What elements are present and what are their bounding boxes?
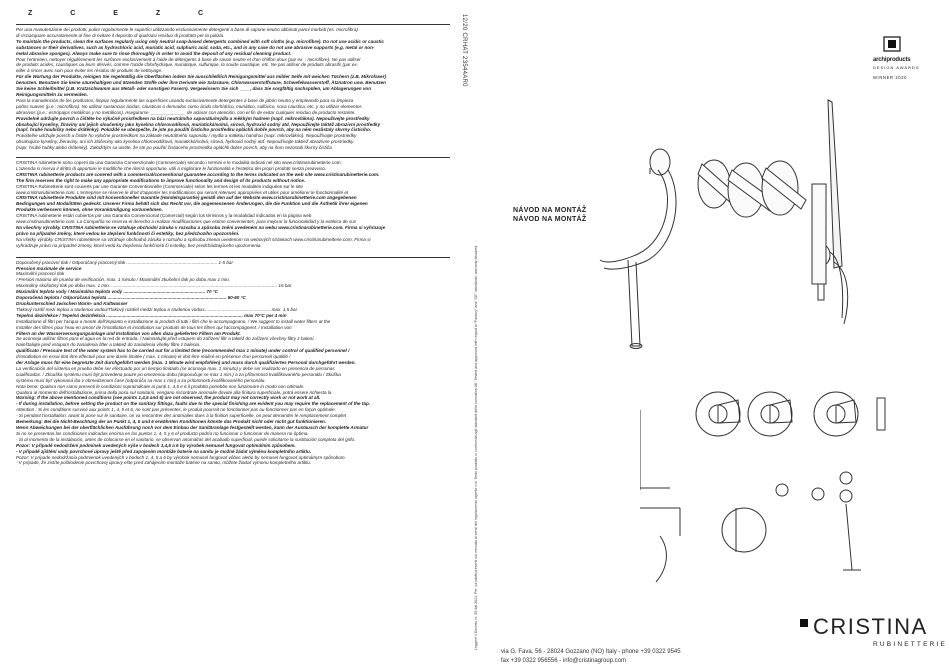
text-line: Se aconseja utilizar filtros para el agua en la red de entrada. / Nainstalujte před vstupem do zařízení filtr a taktéž do zařízení všechny filtry z balení. <box>16 336 315 342</box>
text-line: - Si pendant l'installation, avant la pose sur le sanitaire, on va rencontrer des anomalies dues à la finition superficielle, on peut demander le remplacement complet <box>16 413 347 419</box>
text-line: Pravidelne udržujte povrch a čistite ho výlučne prostriedkom na základe neutrálneho saponátu / mydla a mäkkou handrou (napr. mikrovlákno). Nepoužívajte prostriedky <box>16 133 357 139</box>
document-code: 12/20 CRHAT 23544AR0 <box>461 14 467 87</box>
text-line: / Presión máxima de prueba de verificación, max. 1 minuto / Maximální zkušební tlak po dobu max 1 min. <box>16 277 230 283</box>
text-line: (napr. hrubé hubky alebo drôtenky). Zakaždým sa uistite, že ste po použití čistiaceho prostriedku opláchli dobre povrch, aby na ňom nezostali škvrny čističa. <box>16 145 333 151</box>
text-line: Produkte verbessern können, ohne Vorankündigung vorzunehmen. <box>16 207 163 213</box>
text-line: Druckunterschied zwischen Warm- und Kaltwasser <box>16 300 128 306</box>
text-line: Installazione di filtri per l'acqua a monte dell'impianto e installazione ai prodotti di tutti i filtri che le accompagnano. / We suggest to install water filters at the <box>16 318 331 324</box>
legal-vertical <box>470 140 500 660</box>
text-line: CRISTINA Rubinetterie sont couverts par une Garantie Conventionnelle (Commerciale) selon les termes et les modalités indiquées sur le site <box>16 183 303 189</box>
text-line: obsahujúce kyseliny, žieraviny, ani ich zlúčeniny ako kyselina chlorovodíková, muriatická/solná, sírová, hydroxid sodný atď. Nepoužívajte taktiež abrazívne prostriedky <box>16 139 354 145</box>
company-address <box>501 648 681 666</box>
instructions-title-secondary: NÁVOD NA MONTÁŽ <box>513 216 587 223</box>
brand-logo <box>813 614 947 648</box>
text-line: der Anlage muss für eine begrenzte Zeit durchgeführt werden (max. 1 Minute wird empfohlen) und muss durch qualifiziertes Personal durchgeführt werden. <box>16 360 356 366</box>
address-line: via G. Fava, 56 - 28024 Gozzano (NO) Italy - phone +39 0322 9545 <box>501 649 681 655</box>
award-logo-icon <box>883 36 901 52</box>
text-line: Pour l'entretien, nettoyer régulièrement les surfaces exclusivement à l'aide de détergents à base de savon neutre et d'un chiffon doux (par ex. : microfibre). Ne pas utiliser <box>16 56 361 62</box>
contact-line: fax +39 0322 956556 - info@cristinagroup.com <box>501 658 627 664</box>
text-line: Maximálny skúšobný tlak po dobu max. 1 min. .................................................................................................................................. 16 bar <box>16 283 292 289</box>
award-year: WINNER 2020 <box>873 75 908 80</box>
brand-subtitle: RUBINETTERIE <box>873 641 948 648</box>
legal-text-line: Leggere il Decreto nr. 55 dal 2021. Per i prodotti presenti sul mercato ai sensi del regolamento vigente n.d. Testo prodotto in conformità agli standard della normativa UE. Tested and approved with regard to "Factory" and "CE" standards; warranty declared. <box>474 244 478 650</box>
text-line: Na všetky výrobky CRISTINA rubinetterie sa vzťahuje obchodná záruka v rozsahu a spôsobu znenia uvedenom na webových stránkach www.cristinarubinetterie.com. Firma si <box>16 236 371 242</box>
technical-drawing <box>640 370 890 600</box>
text-line: eiller à rincer avec soin pour éviter les résidus de produits de nettoyage. <box>16 68 163 74</box>
brand-square-icon <box>800 619 808 627</box>
text-line: Bedingungen und Modalitäten gedeckt. Unserer Firma behält sich das Recht vor, die angemessenen Änderungen, die die Funktion und die Ästhetik ihrer eigenen <box>16 201 368 207</box>
divider <box>16 257 450 258</box>
text-line: - If during installation, before setting the product on the sanitary fittings, faults due to the special finishing are evident you may require the replacement of the tap. <box>16 401 371 407</box>
text-line: Maximální pracovní tlak <box>16 271 65 277</box>
text-line: Na všechny výrobky CRISTINA rubinetterie se vztahuje obchodní záruka v rozsahu a způsobu zněni uvedeném na webu www.cristinarubinetterie.com. Firma si vyhrazuje <box>16 225 386 230</box>
text-line: - V případě zjištění vady povrchové úpravy ještě před zapojením montáže baterie na sanitu je možné žádat výměnu kompletního artiklu. <box>16 448 312 454</box>
text-line: substances or their derivatives, such as hydrochloric acid, muriatic acid, sulphuric acid, soda, etc., and in any case do not use abrasive supports (e.g. metal or non- <box>16 44 375 50</box>
text-line: Pozor: V prípade nedodržania podmienok uvedených v bodoch 1, 4, 5 a 6 by výrobok nemusel fungovať vôbec alebo by nemusel fungovať optimálnym spôsobom. <box>16 454 346 460</box>
text-line: Warning: If the above mentioned conditions (see points 1,4,5 and 6) are not observed, the product may not correctly work or not work at all. <box>16 395 321 401</box>
language-header: Z Č E Z Č <box>16 10 450 25</box>
text-line: La verificación del sistema en prueba debe ser efectuado por un tiempo limitado (se aconseja max. 1 minuto) y debe ser realizado en presencia de personas <box>16 365 335 371</box>
text-line: Reinigungsmitteln zu vermeiden. <box>16 91 88 97</box>
instructions-column <box>16 10 450 660</box>
warranty-section <box>16 160 450 249</box>
text-line: cualificadas. / Zkouška systému musí být provedena pouze po omezenou dobu (doporučuje se max 1 min.) a za přítomnosti kvalifikovaného personálu / Skúška <box>16 371 341 377</box>
instructions-title: NÁVOD NA MONTÁŽ <box>513 207 587 214</box>
text-line: de produits acides, caustiques ou leurs dérivés, comme l'acide chlorhydrique, muriatique, sulfurique, la soude caustique, etc. Ne pas utiliser de produits abrasifs (par ex. <box>16 62 359 68</box>
text-line: Tepelná dezinfekce / Tepelná dezinfekcia ........................................................................................................... max 70°C per 4 min <box>16 312 287 318</box>
text-line: abrasivos (p.e.: estropajos metálicos y no metálicos). Asegurarse ______________ de aclarar con atención, con el fin de evitar cualquier residuo de producto restante. <box>16 109 356 115</box>
text-line: Para la manutención de los productos, limpiar regularmente las superficies usando exclusivamente detergentes a base de jabón neutro y empleando para su limpieza <box>16 97 354 103</box>
text-line: Pression maximale de service <box>16 265 82 271</box>
text-line: Pravidelně udržujte povrch a čištěte ho výlučně prostředkem na bázi neutrálního saponátu/mýdla a měkkým hadrem (např. mikrovlákno). Nepoužívejte prostředky <box>16 115 370 121</box>
text-line: Pozor: V případě nedodržení podmínek uvedených výše v bodech 1,4,5 a 6 by výrobek nemusel fungovat optimálním způsobem. <box>16 442 296 448</box>
award-badge <box>873 36 933 80</box>
text-line: Nainštalujte pred vstupom do zariadenia filter a taktiež do zariadenia všetky filtre z balenia. <box>16 342 201 348</box>
maintenance-section <box>16 27 450 151</box>
text-line: - V prípade, že zistíte poškodenie povrchovej úpravy ešte pred zahájením montáže batérie na sanitu, môžete žiadať výmenu kompletného artiklu. <box>16 460 312 466</box>
text-line: Wenn Abweichungen bei der oberflächlichen Ausführung noch vor dem Einbau der Sanitäranlage festgestellt werden, kann der Austausch der komplette Armatur <box>16 425 369 430</box>
text-line: Qualora al momento dell'installazione, prima della posa sul sanitario, vengano riscontrate anomalie dovute alla finitura superficiale, potrà essere richiesta la <box>16 389 332 395</box>
text-line: www.cristinarubinetterie.com. La Compañía se reserva el derecho a realizar modificaciones que estime convenientes, para mejorar la funcionalidad y la estética de sus <box>16 219 357 225</box>
text-line: - Si al momento de la instalación, antes de colocarse en el sanitario, se observan anomalías del acabado superficial, puede solicitarse la sustitución completa del grifo. <box>16 436 356 442</box>
text-line: Per una manutenzione dei prodotti, pulire regolarmente le superfici utilizzando esclusivamente detergenti a base di sapone neutro abbinati panni morbidi (es. microfibra) <box>16 27 358 32</box>
text-line: CRISTINA rubinetterie sono coperti da una Garanzia Convenzionale (Commerciale) secondo i termini e le modalità indicati nel sito www.cristinarubinetterie.com. <box>16 160 342 166</box>
brand-name: CRISTINA <box>813 614 928 639</box>
text-line: CRISTINA rubinetterie Produkte sind mit konventioneller Garantie (Handelsgarantie) gemäß den auf der Website www.cristinarubinetterie.com angegebenen <box>16 195 357 201</box>
text-line: Doporučený pracovní tlak / Odporúčaný pracovný tlak ....................................................................... 1-5 bar <box>16 259 234 265</box>
text-line: paños suaves (p.e.: microfibra). No utilizar sustancias ácidas, cáusticas o derivados como ácido clorhídrico, muriático, sulfúrico, sosa cáustica, etc. y no utilizar elementos <box>16 103 362 109</box>
text-line: Installer des filtres pour l'eau en amont de l'installation et installation sur produits de tous les filtres qui l'accompagnent. / Installation von <box>16 324 292 330</box>
divider <box>16 157 450 158</box>
text-line: systému musí byť vykonaná iba v obmedzenom čase (odporúča sa max 1 min) a za prítomnosti kvalifikovaného personálu. <box>16 377 266 383</box>
text-line: Filtern an der Wasserversorgungsanlage und Installation von allen dazu gelieferten Filtern am Produkt. <box>16 330 241 336</box>
text-line: Doporučená teplota / Odporúčaná teplota ............................................................................................. 50-60 °C <box>16 295 246 301</box>
text-line: Attention : Si les conditions susvisé aux points 1, 4, 5 et 6, ne sont pas présentes, le produit pourrait ne fonctionner pas ou fonctionner pas en façon optimale. <box>16 407 336 413</box>
text-line: obsahující kyseliny, žíraviny ani jejich sloučeniny jako kyselina chlorovodíková, muriatická/solná, sírová, hydroxid sodný atd. Nepoužívejte taktéž abrazivní prostředky <box>16 121 381 127</box>
text-line: Bemerkung: Bei die Nicht-Beachtung der an Punkt 1, 4, 5 und 6 erwähnten Konditionen könnte das Produkt nicht oder nicht gut funktionieren. <box>16 419 327 425</box>
text-line: d'installation en essai doit être effectué pour une durée limitée ( max. 1 minute) et doit être réalisé en présence d'un personnel qualifié / <box>16 354 291 360</box>
text-line: Für die Wartung der Produkte, reinigen Sie regelmäßig die Oberflächen indem Sie ausschließlich Reinigungsmittel aus milder Seife mit weichen Tüchern (z.B. Mikrofaser) <box>16 74 387 80</box>
text-line: Nota bene: Qualora non siano presenti le condizioni sopraindicate ai punti 1, 4,5 e 6 il prodotto potrebbe non funzionare in modo non ottimale. <box>16 383 305 389</box>
text-line: benutzen. Benutzen Sie keine säurehaltigen und ätzenden Stoffe oder ihre Derivate wie Salzsäure, Chlorwasserstoffsäure, Schwefelwasserstoff, Ätznatron usw. Benutzen <box>16 80 386 86</box>
award-subtitle: DESIGN AWARDS <box>873 65 920 70</box>
text-line: CRISTINA rubinetterie products are covered with a commercial/conventional guarantee according to the terms indicated on the web site www.cristinarubinetterie.com. <box>16 171 380 177</box>
text-line: vyhradzuje právo na prípadné zmeny, ktoré vedú ku zlepšeniu funkčnosti či estetiky, bez predchádzajúceho upozornenia. <box>16 242 262 248</box>
award-name: archiproducts <box>873 57 911 63</box>
text-line: právo na případné změny, které vedou ke zlepšení funkčnosti či estetiky, bez předchozího upozornění. <box>16 230 240 236</box>
text-line: www.cristinarubinetterie.com. L'entreprise se réserve le droit d'apporter les modifications qui seront retenues appropriées et utiles pour améliorer le fonctionnalité et <box>16 189 349 195</box>
text-line: (např. hrubé houbičky nebo drátěnky). Pokaždé se ubezpečte, že jste po použití čisticího prostředku opláchli dobře povrch, aby na něm nezůstaly skvrny čisticího. <box>16 127 372 133</box>
text-line: di risciacquare accuratamente al fine di evitare il deposito di qualsiasi residuo di prodotto per la pulizia. <box>16 32 225 38</box>
text-line: Si no se presentan las condiciones indicadas encima en los puntos 1, 4, 5 y 6 el producto podría no funcionar o funcionar de manera no óptima. <box>16 430 309 436</box>
technical-specs-section <box>16 260 450 467</box>
text-line: The firm reserves the right to make any appropriate modifications to improve functionality and design of its products without notice. <box>16 177 306 183</box>
text-line: qualificato / Pressure test of the water system has to be carried out for a limited time (recommended max 1 minute) under control of qualified personnel / <box>16 348 350 354</box>
text-line: metal abrasive sponges). Always make sure to rinse thoroughly in order to avoid the deposit of any residual cleaning product. <box>16 50 292 56</box>
text-line: Sie keine Schleifmittel (z.B. Kratzschwamm aus Metall- oder sonstigen Fasern). Vergewissern Sie sich ____, dass Sie sorgfältig nachspülen, um Ablagerungen von <box>16 86 372 92</box>
text-line: CRISTINA rubinetterie están cubiertos por una Garantía Convencional (Comercial) según los términos y la modalidad indicados en la página web <box>16 213 312 219</box>
text-line: L'azienda si riserva il diritto di apportare le modifiche che riterrà opportune, utili a migliorare le funzionalità e l'estetica dei propri prodotti senza preavviso. <box>16 165 327 171</box>
text-line: To maintain the products, clean the surfaces regularly using only neutral soap-based detergents combined with soft cloths (e.g. microfibre). Do not use acidic or caustic <box>16 38 384 44</box>
text-line: Maximální teplota vody / Maximálna teplota vody ................................................................ 70 °C <box>16 289 218 295</box>
text-line: Tlakový rozdíl mezi teplou a studenou vodou/Tlakový rozdiel medzi teplou a studenou vodou.................................................... max. 1,5 bar <box>16 306 298 312</box>
